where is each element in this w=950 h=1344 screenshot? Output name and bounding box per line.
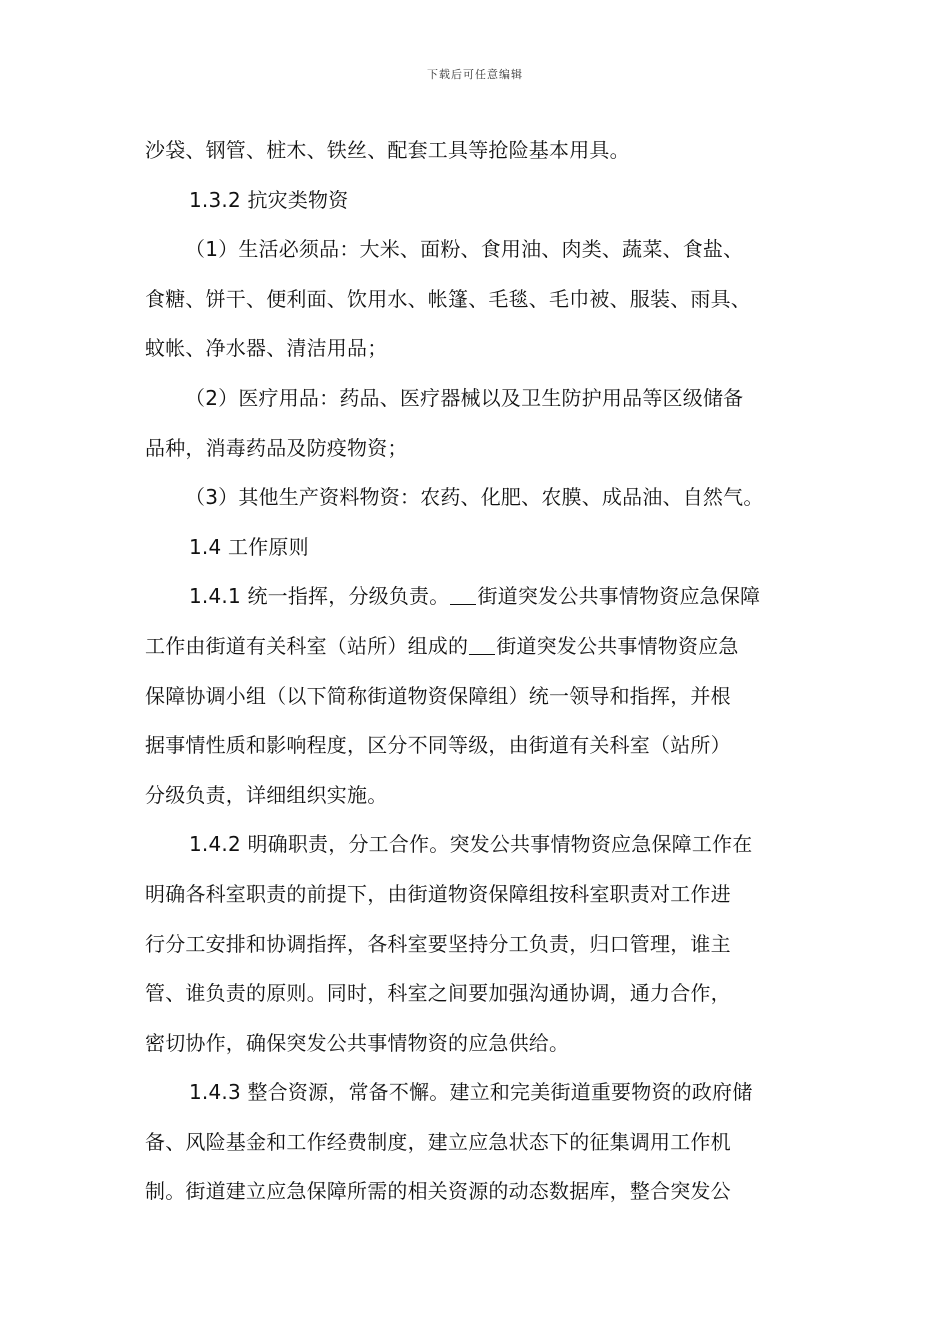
page-header: 下载后可任意编辑 bbox=[427, 68, 523, 81]
paragraph-line bbox=[145, 572, 835, 622]
document-body bbox=[145, 126, 835, 1217]
line-part: 街道突发公共事情物资应急保障 bbox=[477, 584, 761, 609]
line-part: 街道突发公共事情物资应急 bbox=[496, 633, 739, 658]
paragraph-line: 制。街道建立应急保障所需的相关资源的动态数据库，整合突发公 bbox=[145, 1179, 731, 1204]
paragraph-line: 管、谁负责的原则。同时，科室之间要加强沟通协调，通力合作， bbox=[145, 981, 731, 1006]
paragraph-line: 明确各科室职责的前提下，由街道物资保障组按科室职责对工作进 bbox=[145, 881, 731, 906]
blank-underline bbox=[450, 584, 476, 605]
blank-underline bbox=[469, 634, 495, 655]
paragraph-line: 分级负责，详细组织实施。 bbox=[145, 782, 388, 807]
line-part: 工作由街道有关科室（站所）组成的 bbox=[145, 633, 469, 658]
section-heading: 1.3.2 抗灾类物资 bbox=[189, 187, 349, 212]
paragraph-line: （1）生活必须品：大米、面粉、食用油、肉类、蔬菜、食盐、 bbox=[185, 237, 744, 262]
line-part: 1.4.1 统一指挥，分级负责。 bbox=[189, 584, 450, 609]
paragraph-line: （3）其他生产资料物资：农药、化肥、农膜、成品油、自然气。 bbox=[185, 485, 764, 510]
paragraph-line: 备、风险基金和工作经费制度，建立应急状态下的征集调用工作机 bbox=[145, 1129, 731, 1154]
paragraph-line: 沙袋、钢管、桩木、铁丝、配套工具等抢险基本用具。 bbox=[145, 138, 630, 162]
paragraph-line: 1.4.3 整合资源，常备不懈。建立和完美街道重要物资的政府储 bbox=[189, 1080, 753, 1105]
paragraph-line: 品种，消毒药品及防疫物资； bbox=[145, 435, 408, 460]
paragraph-line: 据事情性质和影响程度，区分不同等级，由街道有关科室（站所） bbox=[145, 733, 731, 758]
paragraph-line: 行分工安排和协调指挥，各科室要坚持分工负责，归口管理，谁主 bbox=[145, 931, 731, 956]
section-heading: 1.4 工作原则 bbox=[189, 534, 309, 559]
paragraph-line: 1.4.2 明确职责，分工合作。突发公共事情物资应急保障工作在 bbox=[189, 832, 753, 857]
paragraph-line: 保障协调小组（以下简称街道物资保障组）统一领导和指挥，并根 bbox=[145, 683, 731, 708]
paragraph-line: （2）医疗用品：药品、医疗器械以及卫生防护用品等区级储备 bbox=[185, 385, 744, 410]
paragraph-line: 食糖、饼干、便利面、饮用水、帐篷、毛毯、毛巾被、服装、雨具、 bbox=[145, 286, 751, 311]
paragraph-line: 密切协作，确保突发公共事情物资的应急供给。 bbox=[145, 1030, 570, 1055]
paragraph-line: 蚊帐、净水器、清洁用品； bbox=[145, 336, 388, 361]
paragraph-line bbox=[145, 622, 835, 672]
